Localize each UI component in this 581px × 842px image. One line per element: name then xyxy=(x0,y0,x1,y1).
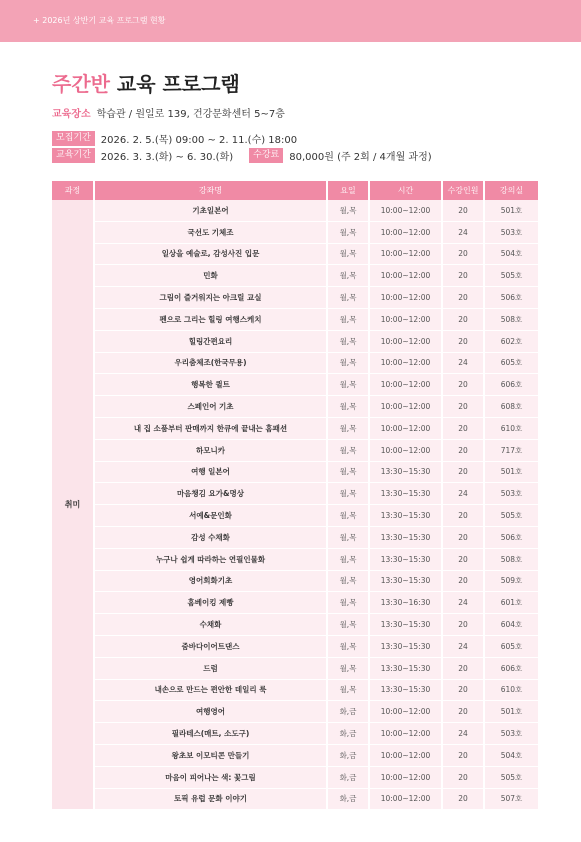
capacity-cell: 20 xyxy=(442,570,484,592)
capacity-cell: 20 xyxy=(442,243,484,265)
time-cell: 10:00~12:00 xyxy=(369,287,442,309)
table-row xyxy=(52,744,538,766)
capacity-cell: 20 xyxy=(442,614,484,636)
course-name-cell: 왕초보 이모티콘 만들기 xyxy=(94,744,327,766)
day-cell: 월,목 xyxy=(327,374,369,396)
course-name-cell: 내 집 소품부터 판매까지 한큐에 끝내는 홈패션 xyxy=(94,417,327,439)
course-name-cell: 민화 xyxy=(94,265,327,287)
time-cell: 13:30~15:30 xyxy=(369,548,442,570)
room-cell: 501호 xyxy=(484,701,538,723)
table-row xyxy=(52,526,538,548)
table-row xyxy=(52,657,538,679)
day-cell: 월,목 xyxy=(327,483,369,505)
course-name-cell: 마음이 피어나는 색: 꽃그림 xyxy=(94,766,327,788)
category-cell: 취미 xyxy=(52,200,94,810)
time-cell: 10:00~12:00 xyxy=(369,788,442,810)
room-cell: 508호 xyxy=(484,308,538,330)
table-row xyxy=(52,200,538,221)
capacity-cell: 20 xyxy=(442,265,484,287)
room-cell: 717호 xyxy=(484,439,538,461)
program-table xyxy=(52,181,538,810)
table-row xyxy=(52,439,538,461)
course-name-cell: 펜으로 그리는 힐링 여행스케치 xyxy=(94,308,327,330)
time-cell: 10:00~12:00 xyxy=(369,439,442,461)
course-name-cell: 드럼 xyxy=(94,657,327,679)
time-cell: 10:00~12:00 xyxy=(369,352,442,374)
page-title xyxy=(52,68,240,97)
course-name-cell: 여행영어 xyxy=(94,701,327,723)
room-cell: 605호 xyxy=(484,352,538,374)
table-row xyxy=(52,352,538,374)
table-row xyxy=(52,723,538,745)
table-row xyxy=(52,788,538,810)
header-category: 과정 xyxy=(52,181,94,200)
table-row xyxy=(52,330,538,352)
capacity-cell: 24 xyxy=(442,592,484,614)
room-cell: 602호 xyxy=(484,330,538,352)
day-cell: 월,목 xyxy=(327,265,369,287)
room-cell: 501호 xyxy=(484,461,538,483)
course-name-cell: 일상을 예술로, 감성사진 입문 xyxy=(94,243,327,265)
time-cell: 10:00~12:00 xyxy=(369,221,442,243)
room-cell: 508호 xyxy=(484,548,538,570)
table-row xyxy=(52,308,538,330)
room-cell: 507호 xyxy=(484,788,538,810)
time-cell: 13:30~15:30 xyxy=(369,657,442,679)
time-cell: 13:30~15:30 xyxy=(369,461,442,483)
day-cell: 화,금 xyxy=(327,744,369,766)
course-name-cell: 감성 수채화 xyxy=(94,526,327,548)
time-cell: 13:30~16:30 xyxy=(369,592,442,614)
room-cell: 505호 xyxy=(484,766,538,788)
course-name-cell: 국선도 기체조 xyxy=(94,221,327,243)
time-cell: 10:00~12:00 xyxy=(369,723,442,745)
day-cell: 월,목 xyxy=(327,635,369,657)
capacity-cell: 24 xyxy=(442,221,484,243)
capacity-cell: 20 xyxy=(442,417,484,439)
time-cell: 10:00~12:00 xyxy=(369,330,442,352)
header-capacity: 수강인원 xyxy=(442,181,484,200)
time-cell: 13:30~15:30 xyxy=(369,614,442,636)
location-row xyxy=(52,105,285,120)
course-name-cell: 스페인어 기초 xyxy=(94,396,327,418)
capacity-cell: 24 xyxy=(442,635,484,657)
day-cell: 월,목 xyxy=(327,679,369,701)
table-row xyxy=(52,701,538,723)
course-name-cell: 우리춤체조(한국무용) xyxy=(94,352,327,374)
day-cell: 월,목 xyxy=(327,461,369,483)
recruit-value: 2026. 2. 5.(목) 09:00 ~ 2. 11.(수) 18:00 xyxy=(100,135,298,146)
course-name-cell: 홈베이킹 제빵 xyxy=(94,592,327,614)
capacity-cell: 24 xyxy=(442,352,484,374)
course-name-cell: 여행 일본어 xyxy=(94,461,327,483)
header-day: 요일 xyxy=(327,181,369,200)
time-cell: 13:30~15:30 xyxy=(369,679,442,701)
course-name-cell: 줌바다이어트댄스 xyxy=(94,635,327,657)
day-cell: 화,금 xyxy=(327,723,369,745)
room-cell: 608호 xyxy=(484,396,538,418)
table-row xyxy=(52,614,538,636)
location-value: 학습관 / 원일로 139, 건강문화센터 5~7층 xyxy=(96,109,285,120)
time-cell: 10:00~12:00 xyxy=(369,417,442,439)
title-rest: 교육 프로그램 xyxy=(109,72,240,96)
time-cell: 10:00~12:00 xyxy=(369,744,442,766)
time-cell: 13:30~15:30 xyxy=(369,635,442,657)
capacity-cell: 20 xyxy=(442,439,484,461)
title-accent: 주간반 xyxy=(52,72,110,96)
day-cell: 월,목 xyxy=(327,657,369,679)
capacity-cell: 20 xyxy=(442,766,484,788)
room-cell: 506호 xyxy=(484,526,538,548)
day-cell: 월,목 xyxy=(327,308,369,330)
room-cell: 605호 xyxy=(484,635,538,657)
room-cell: 503호 xyxy=(484,723,538,745)
room-cell: 501호 xyxy=(484,200,538,221)
table-row xyxy=(52,679,538,701)
table-row xyxy=(52,374,538,396)
room-cell: 503호 xyxy=(484,483,538,505)
time-cell: 10:00~12:00 xyxy=(369,265,442,287)
table-row xyxy=(52,766,538,788)
time-cell: 13:30~15:30 xyxy=(369,526,442,548)
room-cell: 505호 xyxy=(484,505,538,527)
time-cell: 10:00~12:00 xyxy=(369,200,442,221)
time-cell: 10:00~12:00 xyxy=(369,766,442,788)
room-cell: 604호 xyxy=(484,614,538,636)
room-cell: 504호 xyxy=(484,243,538,265)
period-row xyxy=(52,148,432,163)
time-cell: 13:30~15:30 xyxy=(369,483,442,505)
table-row xyxy=(52,483,538,505)
period-label: 교육기간 xyxy=(52,148,95,163)
table-row xyxy=(52,265,538,287)
course-name-cell: 수채화 xyxy=(94,614,327,636)
course-name-cell: 그림이 즐거워지는 아크릴 교실 xyxy=(94,287,327,309)
course-name-cell: 내손으로 만드는 편안한 데일리 룩 xyxy=(94,679,327,701)
capacity-cell: 20 xyxy=(442,287,484,309)
day-cell: 화,금 xyxy=(327,766,369,788)
day-cell: 월,목 xyxy=(327,548,369,570)
capacity-cell: 20 xyxy=(442,505,484,527)
capacity-cell: 20 xyxy=(442,701,484,723)
recruit-row xyxy=(52,131,297,146)
table-row xyxy=(52,635,538,657)
room-cell: 509호 xyxy=(484,570,538,592)
banner-text: + 2026년 상반기 교육 프로그램 현황 xyxy=(33,16,166,25)
day-cell: 화,금 xyxy=(327,701,369,723)
table-row xyxy=(52,396,538,418)
day-cell: 월,목 xyxy=(327,417,369,439)
day-cell: 월,목 xyxy=(327,200,369,221)
table-row xyxy=(52,287,538,309)
table-row xyxy=(52,505,538,527)
capacity-cell: 20 xyxy=(442,657,484,679)
day-cell: 월,목 xyxy=(327,330,369,352)
period-value: 2026. 3. 3.(화) ~ 6. 30.(화) xyxy=(100,152,234,163)
course-name-cell: 하모니카 xyxy=(94,439,327,461)
room-cell: 601호 xyxy=(484,592,538,614)
room-cell: 610호 xyxy=(484,417,538,439)
capacity-cell: 20 xyxy=(442,548,484,570)
room-cell: 503호 xyxy=(484,221,538,243)
table-row xyxy=(52,548,538,570)
room-cell: 506호 xyxy=(484,287,538,309)
capacity-cell: 20 xyxy=(442,200,484,221)
day-cell: 월,목 xyxy=(327,592,369,614)
course-name-cell: 행복한 퀼트 xyxy=(94,374,327,396)
course-name-cell: 기초일본어 xyxy=(94,200,327,221)
time-cell: 10:00~12:00 xyxy=(369,396,442,418)
top-banner xyxy=(0,0,581,42)
room-cell: 505호 xyxy=(484,265,538,287)
recruit-label: 모집기간 xyxy=(52,131,95,146)
time-cell: 13:30~15:30 xyxy=(369,505,442,527)
capacity-cell: 20 xyxy=(442,330,484,352)
capacity-cell: 20 xyxy=(442,374,484,396)
table-row xyxy=(52,570,538,592)
table-header-row xyxy=(52,181,538,200)
room-cell: 504호 xyxy=(484,744,538,766)
day-cell: 월,목 xyxy=(327,396,369,418)
table-row xyxy=(52,592,538,614)
table-row xyxy=(52,243,538,265)
capacity-cell: 20 xyxy=(442,461,484,483)
capacity-cell: 20 xyxy=(442,744,484,766)
capacity-cell: 20 xyxy=(442,788,484,810)
table-row xyxy=(52,221,538,243)
header-room: 강의실 xyxy=(484,181,538,200)
header-time: 시간 xyxy=(369,181,442,200)
table-row xyxy=(52,461,538,483)
day-cell: 월,목 xyxy=(327,505,369,527)
capacity-cell: 24 xyxy=(442,483,484,505)
day-cell: 월,목 xyxy=(327,243,369,265)
room-cell: 610호 xyxy=(484,679,538,701)
day-cell: 월,목 xyxy=(327,221,369,243)
course-name-cell: 토픽 유럽 문화 이야기 xyxy=(94,788,327,810)
capacity-cell: 20 xyxy=(442,396,484,418)
day-cell: 월,목 xyxy=(327,352,369,374)
course-name-cell: 필라테스(매트, 소도구) xyxy=(94,723,327,745)
day-cell: 월,목 xyxy=(327,570,369,592)
course-name-cell: 영어회화기초 xyxy=(94,570,327,592)
time-cell: 10:00~12:00 xyxy=(369,243,442,265)
course-name-cell: 힐링간편요리 xyxy=(94,330,327,352)
day-cell: 월,목 xyxy=(327,439,369,461)
capacity-cell: 24 xyxy=(442,723,484,745)
day-cell: 월,목 xyxy=(327,526,369,548)
day-cell: 월,목 xyxy=(327,287,369,309)
course-name-cell: 누구나 쉽게 따라하는 연필인물화 xyxy=(94,548,327,570)
capacity-cell: 20 xyxy=(442,308,484,330)
table-body xyxy=(52,200,538,810)
table-row xyxy=(52,417,538,439)
capacity-cell: 20 xyxy=(442,526,484,548)
time-cell: 10:00~12:00 xyxy=(369,701,442,723)
day-cell: 월,목 xyxy=(327,614,369,636)
room-cell: 606호 xyxy=(484,657,538,679)
course-name-cell: 마음챙김 요가&명상 xyxy=(94,483,327,505)
time-cell: 10:00~12:00 xyxy=(369,374,442,396)
course-name-cell: 서예&문인화 xyxy=(94,505,327,527)
location-label: 교육장소 xyxy=(52,109,91,120)
fee-label: 수강료 xyxy=(249,148,283,163)
day-cell: 화,금 xyxy=(327,788,369,810)
time-cell: 13:30~15:30 xyxy=(369,570,442,592)
time-cell: 10:00~12:00 xyxy=(369,308,442,330)
header-course: 강좌명 xyxy=(94,181,327,200)
fee-value: 80,000원 (주 2회 / 4개월 과정) xyxy=(289,152,432,163)
capacity-cell: 20 xyxy=(442,679,484,701)
room-cell: 606호 xyxy=(484,374,538,396)
